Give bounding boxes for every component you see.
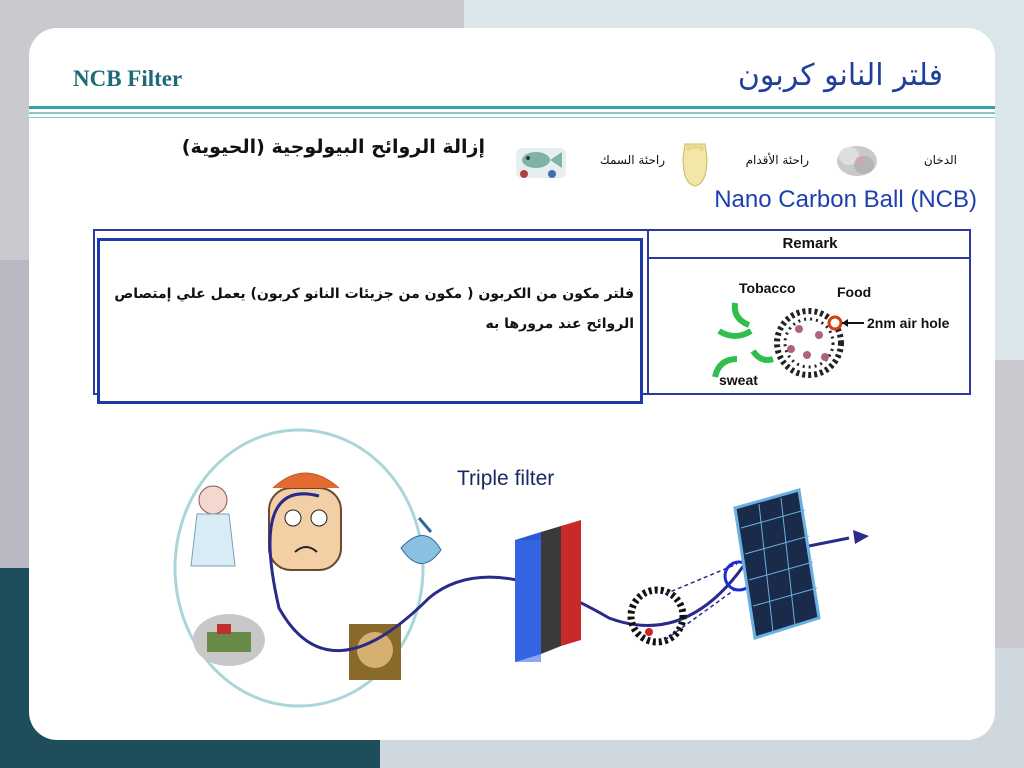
food-label: Food (837, 284, 872, 300)
header-left-title: NCB Filter (73, 66, 183, 91)
food-molecule (753, 351, 773, 360)
ncb-adsorption-diagram (649, 259, 969, 391)
air-hole-label: 2nm air hole (867, 315, 950, 331)
girl-figure (191, 486, 235, 566)
triple-filter-label: Triple filter (457, 467, 555, 490)
tobacco-molecule (735, 303, 749, 325)
garbage-pile (193, 614, 265, 666)
air-flow-arrow (853, 530, 869, 544)
subtitle: إزالة الروائح البيولوجية (الحيوية) (181, 136, 485, 158)
header-right-title: فلتر النانو كربون (737, 58, 943, 93)
foot-odor-label: راحئة الأقدام (745, 153, 809, 167)
person-photo (349, 624, 401, 680)
fish-odor-label: راحئة السمك (599, 153, 665, 167)
carbon-ball (631, 590, 683, 642)
triple-filter (515, 520, 581, 662)
ncb-title: Nano Carbon Ball (NCB) (714, 186, 977, 213)
remark-cell (647, 259, 971, 393)
nano-carbon-ball (777, 311, 841, 375)
fish-icon (514, 142, 568, 184)
header-rule (29, 112, 995, 114)
header-rule (29, 106, 995, 109)
remark-header: Remark (647, 231, 971, 259)
carbon-mesh (735, 490, 819, 638)
description-box (97, 238, 643, 404)
sweat-label: sweat (719, 372, 758, 388)
smoke-icon (833, 141, 881, 181)
smoke-label: الدخان (923, 153, 957, 167)
tobacco-molecule (719, 331, 751, 336)
odor-filter-illustration (169, 418, 869, 718)
slide (29, 28, 995, 740)
disgusted-face (269, 473, 341, 570)
description-text: فلتر مكون من الكربون ( مكون من جزيئات النانو كربون) يعمل علي إمتصاص الروائح عند مرورها به (114, 286, 634, 332)
tobacco-label: Tobacco (739, 280, 796, 296)
air-hole-arrow (842, 319, 848, 327)
header-rule (29, 117, 995, 118)
foot-icon (677, 140, 713, 190)
fish-skeleton (401, 518, 441, 564)
